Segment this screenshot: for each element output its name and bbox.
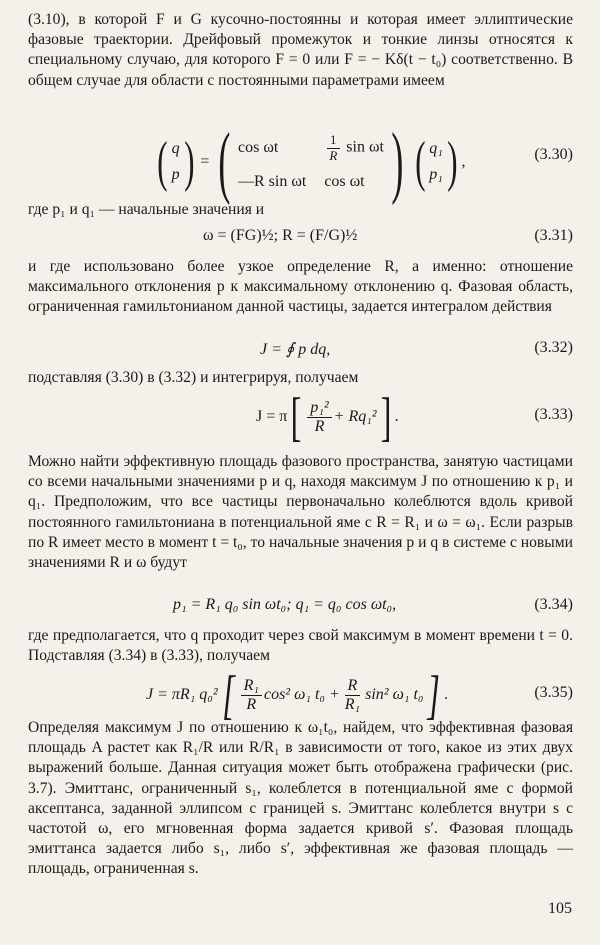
eq335-lhs: J = πR₁ q₀²	[146, 686, 218, 703]
paragraph-6: где предполагается, что q проходит через свой максимум в момент времени t = 0. Подставляя (3.34) в (3.33), получаем	[28, 627, 573, 665]
equation-3-33-body: J = π [ $\frac{\text{p₁²}}{R}$ + Rq₁² ] .	[256, 387, 399, 447]
equation-3-31-body: ω = (FG)½; R = (F/G)½	[203, 227, 358, 244]
equation-3-34-body: p₁ = R₁ q₀ sin ωt₀; q₁ = q₀ cos ωt₀,	[173, 596, 397, 613]
eq335-end: .	[444, 686, 449, 703]
equation-3-33-number: (3.33)	[534, 406, 573, 423]
paragraph-4: подставляя (3.30) в (3.32) и интегрируя, получаем	[28, 369, 359, 386]
eq330-lhs-q: q	[171, 140, 180, 157]
paragraph-7: Определяя максимум J по отношению к ω₁t₀, найдем, что эффективная фазовая площадь A растет как R₁/R или R/R₁ в зависимости от того, какое из этих двух выражений больше. Данная ситуация может быть отображена графически (рис. 3.7). Эмиттанс, ограниченный s₁, колеблется в потенциальной яме с формой аксептанса, заданной эллипсом с границей s. Эмиттанс колеблется внутри s с частотой ω, его мгновенная форма задается кривой s′. Фазовая площадь эмиттанса задается либо s₁, либо s′, эффективная же фазовая площадь — площадь, ограниченная s.	[28, 719, 573, 878]
eq330-m21: —R sin ωt	[237, 172, 307, 190]
eq333-frac-num: p₁²	[307, 399, 331, 418]
eq335-frac2-den: R₁	[344, 695, 361, 713]
page-number: 105	[548, 900, 572, 917]
equation-3-33	[28, 387, 573, 447]
equation-3-30	[28, 118, 573, 206]
eq330-rhs-p1: p₁	[429, 166, 443, 183]
eq330-m22: cos ωt	[324, 172, 365, 190]
paragraph-1: (3.10), в которой F и G кусочно-постоянны и которая имеет эллиптические фазовые траектории. Дрейфовый промежуток и тонкие линзы относятся к специальному случаю, для которого F = 0 или F = − Kδ(t − t₀) соответственно. В общем случае для области с постоянными параметрами имеем	[28, 11, 573, 89]
eq335-term1: cos² ω₁ t₀ +	[263, 686, 340, 703]
eq333-end: .	[394, 408, 399, 425]
eq330-lhs-p: p	[171, 166, 180, 183]
paragraph-3: и где использовано более узкое определение R, а именно: отношение максимального отклонения p к максимальному отклонению q. Фазовая область, ограниченная гамильтонианом данной частицы, задается интегралом действия	[28, 258, 573, 316]
equation-3-30-body: ( q p ) = ( cos ωt $\frac{1}{R}$ sin ωt —R sin ωt cos ωt ) ( q₁ p₁ ) ,	[157, 118, 466, 206]
eq335-frac2-num: R	[345, 677, 361, 696]
equation-3-32-number: (3.32)	[534, 339, 573, 356]
eq333-frac-den: R	[314, 417, 325, 435]
eq335-frac1-den: R	[246, 695, 257, 713]
eq330-m11: cos ωt	[237, 139, 279, 156]
eq335-term2: sin² ω₁ t₀	[365, 686, 424, 703]
equation-3-32-body: J = ∮ p dq,	[260, 341, 331, 358]
eq333-tail: + Rq₁²	[333, 408, 377, 425]
equation-3-32	[28, 339, 573, 361]
paragraph-5: Можно найти эффективную площадь фазового пространства, занятую частицами со всеми начальными значениями p и q, находя максимум J по отношению к p₁ и q₁. Предположим, что все частицы первоначально колеблются вдоль кривой постоянного гамильтониана в потенциальной яме с R = R₁ и ω = ω₁. Если разрыв по R имеет место в момент t = t₀, то начальные значения p и q в системе с новыми значениями R и ω будут	[28, 453, 573, 572]
equation-3-35-body: J = πR₁ q₀² [ $\frac{\text{R₁}}{R}$ cos² ω₁ t₀ + $\frac{R}{\text{R₁}}$ sin² ω₁ t₀ ] .	[146, 665, 449, 725]
equation-3-34	[28, 596, 573, 618]
paragraph-2: где p₁ и q₁ — начальные значения и	[28, 201, 265, 218]
equation-3-30-number: (3.30)	[534, 146, 573, 163]
eq335-frac1-num: R₁	[241, 677, 262, 696]
eq330-m12-den: R	[329, 147, 338, 163]
equation-3-31	[28, 227, 573, 249]
equation-3-34-number: (3.34)	[534, 596, 573, 613]
equation-3-31-number: (3.31)	[534, 227, 573, 244]
eq330-m12-tail: sin ωt	[346, 138, 384, 156]
equation-3-35-number: (3.35)	[534, 684, 573, 701]
eq330-rhs-q1: q₁	[429, 140, 443, 157]
eq330-m12-num: 1	[327, 133, 340, 148]
equation-3-35	[28, 665, 573, 725]
eq333-lhs: J = π	[256, 408, 288, 425]
